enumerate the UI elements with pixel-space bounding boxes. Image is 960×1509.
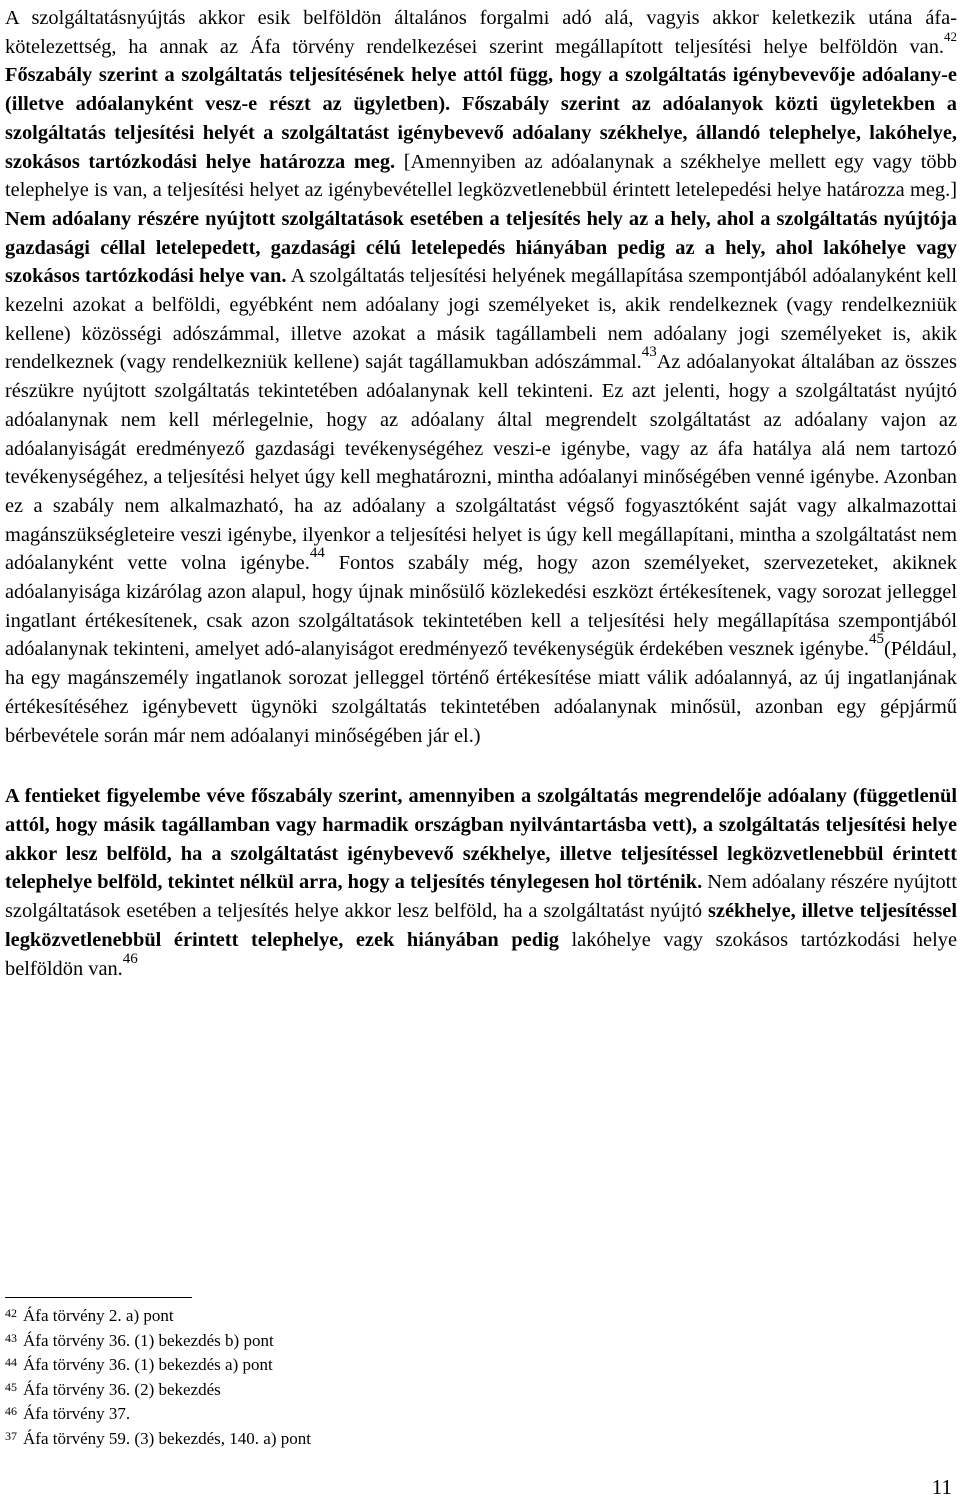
footnote bbox=[5, 1402, 905, 1427]
text-segment: Fontos szabály még, hogy azon személyeket, szervezeteket, akiknek adóalanyisága kizárólag azon alapul, hogy újnak minősülő közlekedési eszközt értékesítenek, vagy sorozat jelleggel ingatlant értékesítenek, csak azon szolgáltatások tekintetében kell a teljesítési hely megállapítása szempontjából adóalanynak tekinteni, amelyet adó-alanyiságot eredményező tevékenységük érdekében vesznek igénybe. bbox=[5, 552, 957, 661]
bold-text-segment: A fentieket figyelembe véve főszabály szerint, amennyiben a szolgáltatás megrendelője adóalany (függetlenül attól, hogy másik tagállamban vagy harmadik országban nyilvántartásba vett), a szolgáltatás teljesítési helye akkor lesz belföld, ha a szolgáltatást igénybevevő székhelye, illetve teljesítéssel legközvetlenebbül érintett telephelye belföld, tekintet nélkül arra, hogy a teljesítés ténylegesen hol történik. bbox=[5, 785, 957, 894]
footnote-reference: 45 bbox=[868, 631, 884, 648]
footnote-number: 43 bbox=[5, 1330, 17, 1345]
footnote bbox=[5, 1329, 905, 1354]
paragraph-summary bbox=[5, 782, 957, 983]
bold-text-segment: székhelye, illetve teljesítéssel legközvetlenebbül érintett telephelye, ezek hiányában pedig bbox=[5, 900, 957, 951]
footnote-text: Áfa törvény 37. bbox=[23, 1404, 131, 1423]
text-segment: lakóhelye vagy szokásos tartózkodási helye belföldön van. bbox=[5, 928, 957, 980]
bold-text-segment: Főszabály szerint a szolgáltatás teljesítésének helye attól függ, hogy a szolgáltatás igénybevevője adóalany-e (illetve adóalanyként vesz-e részt az ügyletben). Főszabály szerint az adóalanyok közti ügyletekben a szolgáltatás teljesítési helyét a szolgáltatást igénybevevő adóalany székhelye, állandó telephelye, lakóhelye, szokásos tartózkodási helye határozza meg. bbox=[5, 64, 957, 173]
footnote-reference: 46 bbox=[122, 950, 138, 967]
footnote bbox=[5, 1427, 905, 1452]
footnote-reference: 43 bbox=[641, 344, 657, 361]
footnote bbox=[5, 1304, 905, 1329]
bold-text-segment: Nem adóalany részére nyújtott szolgáltatások esetében a teljesítés hely az a hely, ahol a szolgáltatás nyújtója gazdasági céllal letelepedett, gazdasági célú letelepedés hiányában pedig az a hely, ahol lakóhelye vagy szokásos tartózkodási helye van. bbox=[5, 207, 957, 288]
footnotes bbox=[5, 1304, 905, 1451]
footnote-text: Áfa törvény 2. a) pont bbox=[23, 1306, 174, 1325]
footnote-separator bbox=[5, 1297, 192, 1298]
footnote bbox=[5, 1378, 905, 1403]
footnote-reference: 42 bbox=[944, 28, 957, 44]
footnote-text: Áfa törvény 36. (1) bekezdés b) pont bbox=[23, 1330, 274, 1350]
footnote bbox=[5, 1353, 905, 1378]
text-segment: A szolgáltatás teljesítési helyének megállapítása szempontjából adóalanyként kell kezelni azokat a belföldi, egyébként nem adóalany jogi személyeket is, akik rendelkeznek (vagy rendelkezniük kellene) közösségi adószámmal, illetve azokat a másik tagállambeli nem adóalany jogi személyeket is, akik rendelkeznek (vagy rendelkezniük kellene) saját tagállamukban adószámmal. bbox=[5, 265, 957, 374]
text-segment: Az adóalanyokat általában az összes részükre nyújtott szolgáltatás tekintetében adóalanynak kell tekinteni. Ez azt jelenti, hogy a szolgáltatást nyújtó adóalanynak nem kell mérlegelnie, hogy az adóalany által megrendelt szolgáltatást az adóalany vajon az adóalanyiságát eredményező gazdasági tevékenységéhez veszi-e igénybe, vagy az áfa hatálya alá nem tartozó tevékenységéhez, a teljesítési helyet úgy kell meghatározni, mintha adóalanyi minőségében venné igénybe. Azonban ez a szabály nem alkalmazható, ha az adóalany a szolgáltatást végső fogyasztóként saját vagy alkalmazottai magánszükségleteire veszi igénybe, ilyenkor a teljesítési helyet is úgy kell megállapítani, mintha a szolgáltatást nem adóalanyként vette volna igénybe. bbox=[5, 351, 957, 575]
footnote-number: 45 bbox=[5, 1379, 17, 1394]
text-segment: Nem adóalany részére nyújtott szolgáltatások esetében a teljesítés helye akkor lesz belföld, ha a szolgáltatást nyújtó bbox=[5, 871, 957, 923]
footnote-reference: 44 bbox=[309, 545, 325, 562]
footnote-number: 42 bbox=[5, 1306, 17, 1320]
text-segment: (Például, ha egy magánszemély ingatlanok sorozat jelleggel történő értékesítése miatt válik adóalannyá, az új ingatlanjának értékesítéséhez igénybevett ügynöki szolgáltatás tekintetében adóalanynak minősül, azonban egy gépjármű bérbevétele során már nem adóalanyi minőségében jár el.) bbox=[5, 638, 957, 747]
footnote-number: 46 bbox=[5, 1404, 17, 1418]
footnote-number: 44 bbox=[5, 1355, 17, 1369]
footnote-text: Áfa törvény 36. (2) bekezdés bbox=[23, 1379, 221, 1399]
document-page bbox=[5, 0, 957, 983]
footnote-number: 37 bbox=[5, 1428, 17, 1443]
footnote-text: Áfa törvény 36. (1) bekezdés a) pont bbox=[23, 1355, 273, 1374]
page-number: 11 bbox=[931, 1475, 952, 1499]
paragraph-main bbox=[5, 0, 957, 750]
text-segment: A szolgáltatásnyújtás akkor esik belföldön általános forgalmi adó alá, vagyis akkor keletkezik utána áfa-kötelezettség, ha annak az Áfa törvény rendelkezései szerint megállapított teljesítési helye belföldön van. bbox=[5, 7, 957, 58]
footnote-text: Áfa törvény 59. (3) bekezdés, 140. a) pont bbox=[23, 1428, 311, 1448]
text-segment: [Amennyiben az adóalanynak a székhelye mellett egy vagy több telephelye is van, a teljesítési helyet az igénybevétellel legközvetlenebbül érintett letelepedési helye határozza meg.] bbox=[5, 150, 957, 202]
